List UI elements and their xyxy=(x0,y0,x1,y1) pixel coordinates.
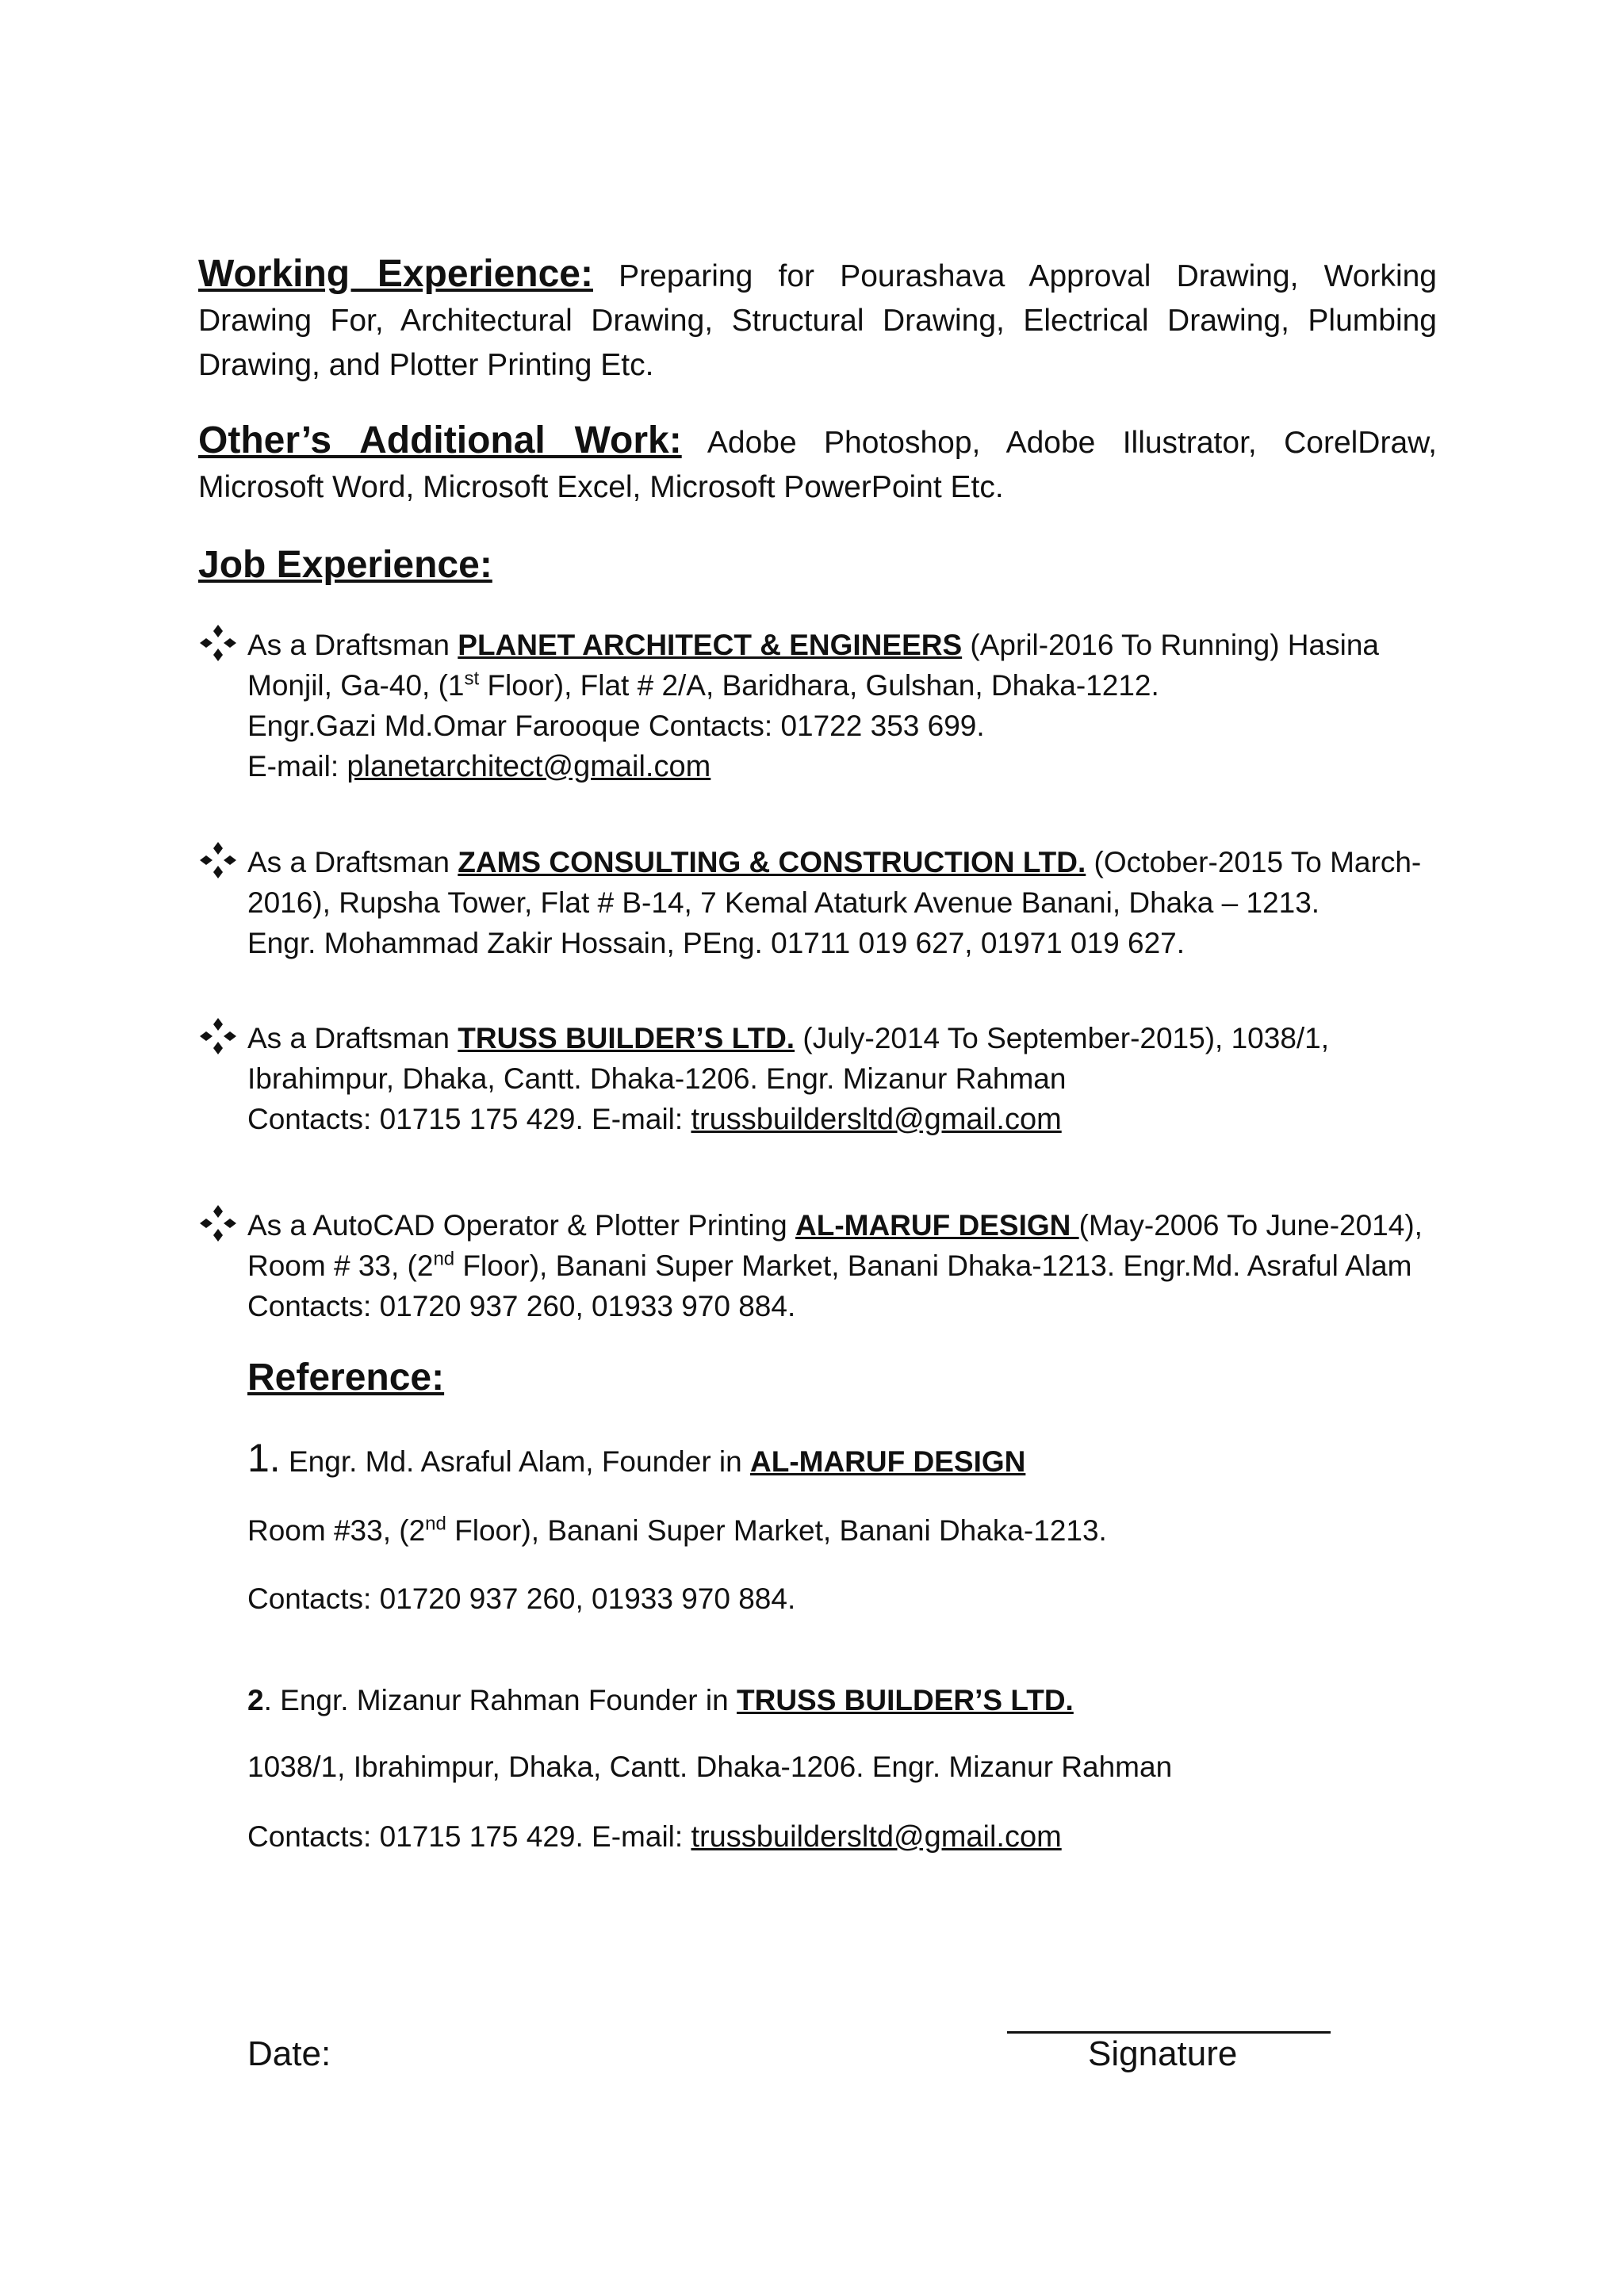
job-dates: (October-2015 To March- xyxy=(1086,846,1422,878)
diamond-bullet-icon xyxy=(198,1016,238,1056)
reference-name: Engr. Md. Asraful Alam, Founder in xyxy=(280,1445,750,1478)
job-address-rest: Floor), Flat # 2/A, Baridhara, Gulshan, Dhaka-1212. xyxy=(479,669,1159,702)
diamond-bullet-icon xyxy=(198,840,238,880)
company-name: ZAMS CONSULTING & CONSTRUCTION LTD. xyxy=(458,846,1086,878)
reference-address-rest: Floor), Banani Super Market, Banani Dhaka-1213. xyxy=(446,1514,1107,1547)
email-label: E-mail: xyxy=(247,750,347,783)
email-link[interactable]: trussbuildersltd@gmail.com xyxy=(691,1820,1062,1854)
job-dates: (April-2016 To Running) Hasina xyxy=(962,629,1379,661)
diamond-bullet-icon xyxy=(198,1203,238,1243)
job-address: 2016), Rupsha Tower, Flat # B-14, 7 Kemal Ataturk Avenue Banani, Dhaka – 1213. xyxy=(247,886,1320,919)
reference-number: 2 xyxy=(247,1684,264,1716)
ordinal-suffix: st xyxy=(464,668,480,690)
signature-label: Signature xyxy=(1088,2034,1238,2073)
job-experience-heading: Job Experience: xyxy=(198,544,492,586)
company-name: PLANET ARCHITECT & ENGINEERS xyxy=(458,629,963,661)
reference-number: 1. xyxy=(247,1436,281,1480)
job-address: Room # 33, (2 xyxy=(247,1249,434,1282)
date-label: Date: xyxy=(247,2034,331,2073)
job-item xyxy=(198,625,1443,787)
additional-work-title: Other’s Additional Work: xyxy=(198,419,682,461)
job-contact: Engr.Gazi Md.Omar Farooque Contacts: 01722 353 699. xyxy=(247,710,985,742)
job-role: As a Draftsman xyxy=(247,629,458,661)
email-link[interactable]: planetarchitect@gmail.com xyxy=(347,750,711,783)
company-name: AL-MARUF DESIGN xyxy=(795,1209,1079,1242)
job-address-rest: Floor), Banani Super Market, Banani Dhaka-1213. Engr.Md. Asraful Alam xyxy=(454,1249,1412,1282)
job-item xyxy=(198,842,1443,963)
job-item xyxy=(198,1205,1443,1326)
reference-2-address: 1038/1, Ibrahimpur, Dhaka, Cantt. Dhaka-1206. Engr. Mizanur Rahman xyxy=(247,1751,1173,1783)
email-link[interactable]: trussbuildersltd@gmail.com xyxy=(691,1103,1062,1136)
job-dates: (May-2006 To June-2014), xyxy=(1078,1209,1423,1242)
working-experience-section xyxy=(198,252,1437,388)
signature-line xyxy=(1007,2031,1331,2034)
diamond-bullet-icon xyxy=(198,623,238,663)
job-contact: Engr. Mohammad Zakir Hossain, PEng. 01711 019 627, 01971 019 627. xyxy=(247,927,1185,959)
reference-1-line xyxy=(247,1438,1025,1482)
reference-2-line xyxy=(247,1681,1074,1720)
reference-address: Room #33, (2 xyxy=(247,1514,426,1547)
additional-work-section xyxy=(198,419,1437,510)
job-address: Ibrahimpur, Dhaka, Cantt. Dhaka-1206. Engr. Mizanur Rahman xyxy=(247,1062,1067,1095)
additional-work-text: Adobe Photoshop, Adobe Illustrator, CorelDraw, Microsoft Word, Microsoft Excel, Microsoft PowerPoint Etc. xyxy=(198,426,1437,504)
reference-1-contacts: Contacts: 01720 937 260, 01933 970 884. xyxy=(247,1582,796,1615)
job-contact: Contacts: 01720 937 260, 01933 970 884. xyxy=(247,1290,796,1322)
ordinal-suffix: nd xyxy=(425,1513,446,1535)
company-name: AL-MARUF DESIGN xyxy=(750,1445,1026,1478)
working-experience-text: Preparing for Pourashava Approval Drawing, Working Drawing For, Architectural Drawing, Structural Drawing, Electrical Drawing, Plumbing Drawing, and Plotter Printing Etc. xyxy=(198,259,1437,382)
job-dates: (July-2014 To September-2015), 1038/1, xyxy=(795,1022,1330,1054)
ordinal-suffix: nd xyxy=(433,1248,455,1270)
job-role: As a Draftsman xyxy=(247,846,458,878)
reference-name: . Engr. Mizanur Rahman Founder in xyxy=(263,1684,737,1716)
job-item xyxy=(198,1018,1443,1140)
company-name: TRUSS BUILDER’S LTD. xyxy=(458,1022,795,1054)
contact-label: Contacts: 01715 175 429. E-mail: xyxy=(247,1820,691,1853)
reference-heading: Reference: xyxy=(247,1357,445,1399)
working-experience-title: Working Experience: xyxy=(198,253,593,295)
reference-2-contacts xyxy=(247,1817,1062,1857)
job-role: As a AutoCAD Operator & Plotter Printing xyxy=(247,1209,795,1242)
company-name: TRUSS BUILDER’S LTD. xyxy=(737,1684,1074,1716)
job-address: Monjil, Ga-40, (1 xyxy=(247,669,465,702)
reference-1-address xyxy=(247,1511,1107,1551)
job-role: As a Draftsman xyxy=(247,1022,458,1054)
contact-label: Contacts: 01715 175 429. E-mail: xyxy=(247,1103,691,1135)
